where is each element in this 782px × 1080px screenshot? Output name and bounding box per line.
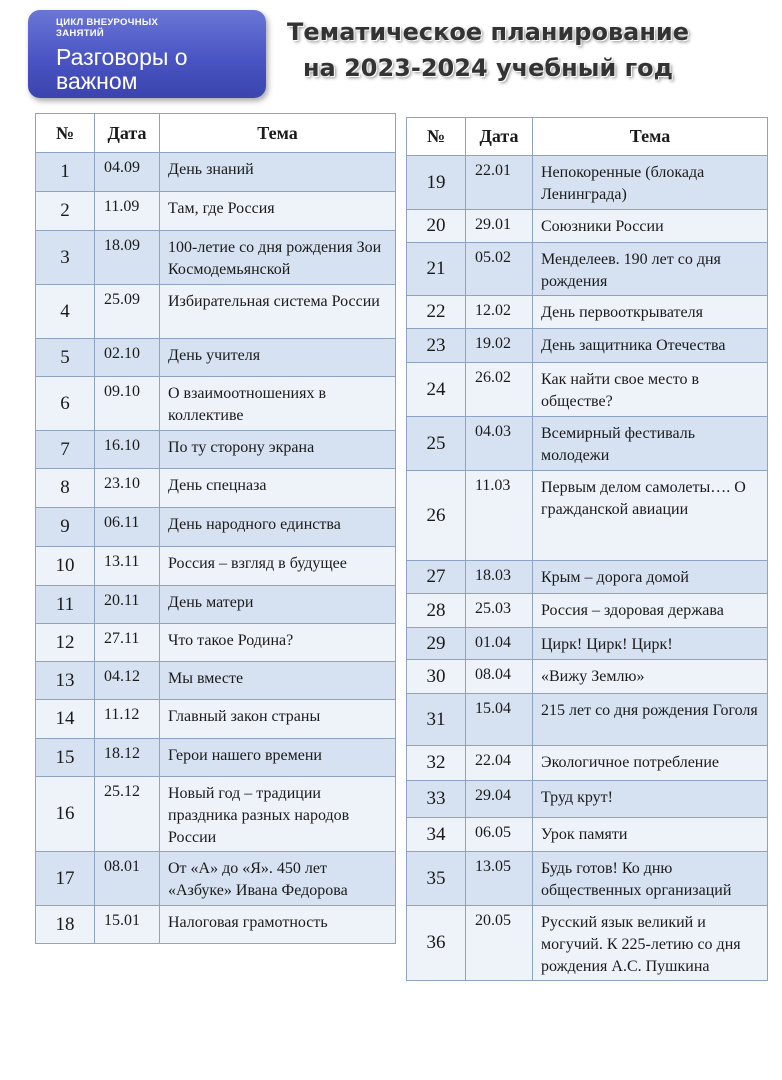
table-row [36, 739, 396, 777]
row-topic: Что такое Родина? [160, 624, 396, 662]
row-topic: День народного единства [160, 508, 396, 547]
row-topic: День спецназа [160, 469, 396, 508]
row-number: 11 [36, 586, 95, 624]
row-number: 6 [36, 377, 95, 431]
table-row [407, 210, 768, 243]
row-date: 09.10 [95, 377, 160, 431]
table-row [36, 586, 396, 624]
table-row [36, 508, 396, 547]
table-row [407, 594, 768, 628]
row-number: 22 [407, 296, 466, 329]
table-row [407, 561, 768, 594]
row-date: 13.11 [95, 547, 160, 586]
row-date: 12.02 [466, 296, 533, 329]
row-date: 29.01 [466, 210, 533, 243]
row-date: 02.10 [95, 339, 160, 377]
row-date: 11.09 [95, 192, 160, 231]
row-topic: Крым – дорога домой [533, 561, 768, 594]
row-date: 15.01 [95, 906, 160, 944]
row-topic: Мы вместе [160, 662, 396, 700]
row-date: 19.02 [466, 329, 533, 363]
row-date: 25.12 [95, 777, 160, 852]
row-number: 21 [407, 243, 466, 296]
row-date: 22.01 [466, 156, 533, 210]
row-topic: Главный закон страны [160, 700, 396, 739]
row-date: 13.05 [466, 852, 533, 906]
logo-name: Разговоры о важном [56, 44, 188, 94]
title-line-2: на 2023-2024 учебный год [302, 54, 674, 82]
row-number: 28 [407, 594, 466, 628]
row-date: 22.04 [466, 746, 533, 781]
row-number: 4 [36, 285, 95, 339]
row-number: 15 [36, 739, 95, 777]
schedule-table-left [35, 113, 396, 944]
row-topic: Непокоренные (блокада Ленинграда) [533, 156, 768, 210]
row-number: 30 [407, 660, 466, 694]
table-row [36, 231, 396, 285]
row-date: 11.03 [466, 471, 533, 561]
table-row [407, 746, 768, 781]
row-topic: День учителя [160, 339, 396, 377]
row-topic: Избирательная система России [160, 285, 396, 339]
header-num: № [407, 118, 466, 156]
row-number: 36 [407, 906, 466, 981]
row-number: 17 [36, 852, 95, 906]
table-row [36, 153, 396, 192]
row-date: 11.12 [95, 700, 160, 739]
table-row [407, 694, 768, 746]
row-date: 23.10 [95, 469, 160, 508]
table-row [36, 777, 396, 852]
row-topic: День матери [160, 586, 396, 624]
row-number: 35 [407, 852, 466, 906]
header-num: № [36, 114, 95, 153]
row-date: 06.11 [95, 508, 160, 547]
row-number: 23 [407, 329, 466, 363]
table-row [407, 363, 768, 417]
row-topic: Россия – здоровая держава [533, 594, 768, 628]
table-row [407, 156, 768, 210]
table-row [36, 662, 396, 700]
row-number: 26 [407, 471, 466, 561]
schedule-table-right [406, 117, 768, 981]
row-topic: Союзники России [533, 210, 768, 243]
table-row [36, 852, 396, 906]
row-number: 27 [407, 561, 466, 594]
row-topic: Труд крут! [533, 781, 768, 818]
row-number: 8 [36, 469, 95, 508]
row-date: 05.02 [466, 243, 533, 296]
row-number: 16 [36, 777, 95, 852]
header-topic: Тема [160, 114, 396, 153]
row-topic: О взаимоотношениях в коллективе [160, 377, 396, 431]
row-date: 08.01 [95, 852, 160, 906]
row-number: 24 [407, 363, 466, 417]
row-date: 16.10 [95, 431, 160, 469]
row-topic: Там, где Россия [160, 192, 396, 231]
row-number: 33 [407, 781, 466, 818]
row-topic: От «А» до «Я». 450 лет «Азбуке» Ивана Федорова [160, 852, 396, 906]
row-topic: «Вижу Землю» [533, 660, 768, 694]
table-row [36, 469, 396, 508]
logo-badge [28, 10, 266, 98]
row-topic: Русский язык великий и могучий. К 225-летию со дня рождения А.С. Пушкина [533, 906, 768, 981]
table-row [407, 781, 768, 818]
table-row [36, 624, 396, 662]
row-number: 18 [36, 906, 95, 944]
table-row [407, 296, 768, 329]
row-topic: Первым делом самолеты…. О гражданской авиации [533, 471, 768, 561]
row-number: 7 [36, 431, 95, 469]
row-date: 20.11 [95, 586, 160, 624]
header-date: Дата [466, 118, 533, 156]
table-row [407, 818, 768, 852]
row-number: 34 [407, 818, 466, 852]
row-topic: Менделеев. 190 лет со дня рождения [533, 243, 768, 296]
title-line-1: Тематическое планирование [286, 18, 690, 46]
table-row [407, 243, 768, 296]
row-date: 15.04 [466, 694, 533, 746]
row-topic: Урок памяти [533, 818, 768, 852]
row-number: 14 [36, 700, 95, 739]
row-number: 12 [36, 624, 95, 662]
table-row [36, 906, 396, 944]
table-row [407, 417, 768, 471]
row-date: 20.05 [466, 906, 533, 981]
row-topic: Всемирный фестиваль молодежи [533, 417, 768, 471]
table-row [36, 431, 396, 469]
row-date: 29.04 [466, 781, 533, 818]
row-date: 25.03 [466, 594, 533, 628]
row-date: 01.04 [466, 628, 533, 660]
table-row [36, 192, 396, 231]
table-row [36, 339, 396, 377]
row-date: 26.02 [466, 363, 533, 417]
table-row [407, 471, 768, 561]
table-row [36, 377, 396, 431]
row-topic: Россия – взгляд в будущее [160, 547, 396, 586]
row-date: 08.04 [466, 660, 533, 694]
row-topic: Экологичное потребление [533, 746, 768, 781]
row-number: 9 [36, 508, 95, 547]
row-number: 10 [36, 547, 95, 586]
page-title [282, 14, 694, 86]
header-topic: Тема [533, 118, 768, 156]
row-number: 29 [407, 628, 466, 660]
row-number: 2 [36, 192, 95, 231]
row-number: 3 [36, 231, 95, 285]
row-number: 5 [36, 339, 95, 377]
row-number: 32 [407, 746, 466, 781]
table-row [36, 547, 396, 586]
table-row [36, 285, 396, 339]
table-row [36, 700, 396, 739]
header-date: Дата [95, 114, 160, 153]
row-topic: 215 лет со дня рождения Гоголя [533, 694, 768, 746]
table-row [407, 660, 768, 694]
row-date: 27.11 [95, 624, 160, 662]
row-topic: Герои нашего времени [160, 739, 396, 777]
row-number: 19 [407, 156, 466, 210]
row-date: 25.09 [95, 285, 160, 339]
row-number: 31 [407, 694, 466, 746]
table-row [407, 906, 768, 981]
row-number: 20 [407, 210, 466, 243]
row-number: 13 [36, 662, 95, 700]
row-topic: День знаний [160, 153, 396, 192]
row-date: 04.12 [95, 662, 160, 700]
row-number: 25 [407, 417, 466, 471]
row-topic: Будь готов! Ко дню общественных организаций [533, 852, 768, 906]
row-topic: Новый год – традиции праздника разных народов России [160, 777, 396, 852]
row-topic: День защитника Отечества [533, 329, 768, 363]
row-topic: Как найти свое место в обществе? [533, 363, 768, 417]
row-date: 06.05 [466, 818, 533, 852]
row-date: 18.12 [95, 739, 160, 777]
row-date: 18.09 [95, 231, 160, 285]
table-row [407, 628, 768, 660]
logo-subtitle: ЦИКЛ ВНЕУРОЧНЫХ ЗАНЯТИЙ [56, 17, 159, 39]
row-topic: По ту сторону экрана [160, 431, 396, 469]
table-row [407, 852, 768, 906]
row-topic: День первооткрывателя [533, 296, 768, 329]
row-number: 1 [36, 153, 95, 192]
table-row [407, 329, 768, 363]
row-date: 18.03 [466, 561, 533, 594]
row-topic: Налоговая грамотность [160, 906, 396, 944]
row-topic: Цирк! Цирк! Цирк! [533, 628, 768, 660]
row-date: 04.03 [466, 417, 533, 471]
row-date: 04.09 [95, 153, 160, 192]
row-topic: 100-летие со дня рождения Зои Космодемьянской [160, 231, 396, 285]
